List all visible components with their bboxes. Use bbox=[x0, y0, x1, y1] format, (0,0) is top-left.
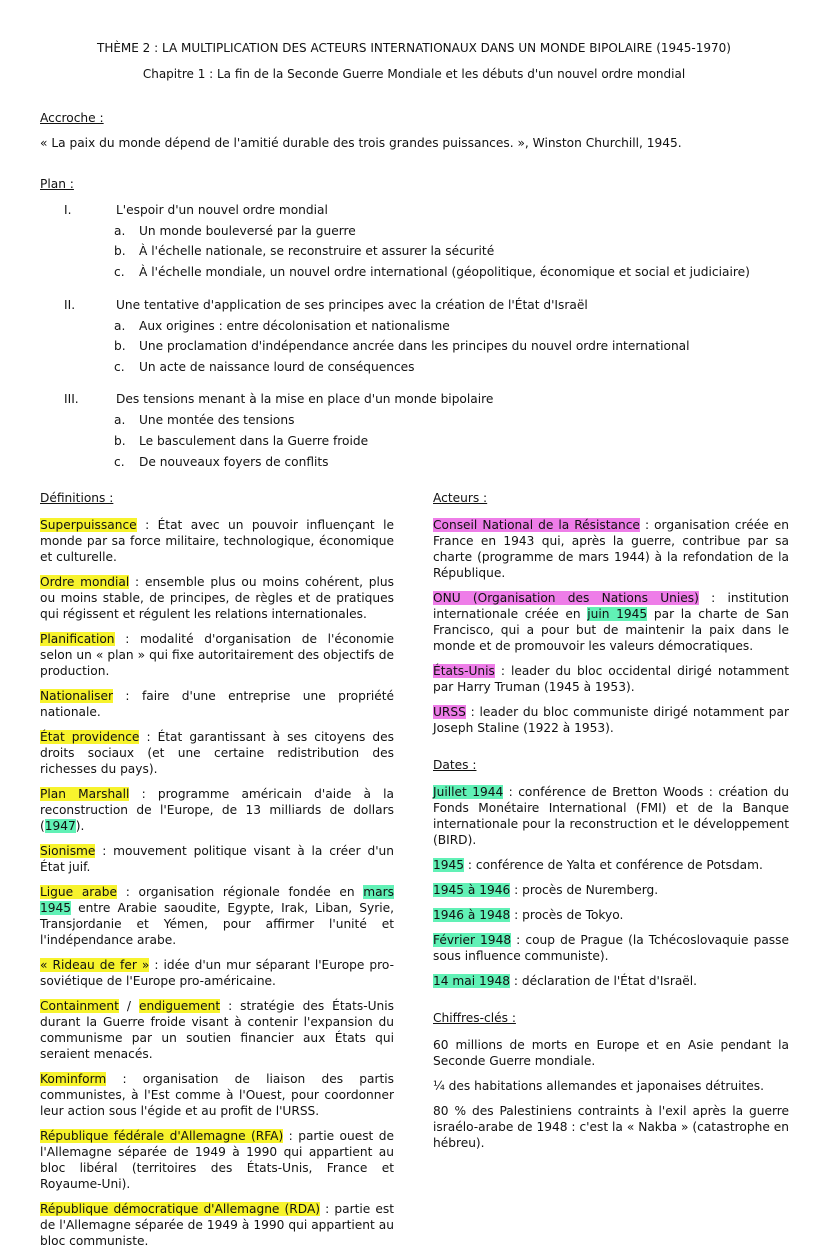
chiffre-entry: ¼ des habitations allemandes et japonaises détruites. bbox=[433, 1079, 765, 1093]
plan-part-title: Une tentative d'application de ses principes avec la création de l'État d'Israël bbox=[116, 298, 588, 312]
definition-term: République démocratique d'Allemagne (RDA) bbox=[40, 1202, 321, 1216]
definitions-heading: Définitions : bbox=[40, 491, 114, 505]
definition-entry bbox=[40, 786, 394, 834]
date-text: : coup de Prague (la Tchécoslovaquie passe sous influence communiste). bbox=[433, 933, 789, 963]
definition-entry bbox=[40, 1071, 394, 1119]
definition-text: : stratégie des États-Unis durant la Guerre froide visant à contenir l'expansion du communisme par un soutien financier aux États qui seraient menacés. bbox=[40, 999, 395, 1061]
date-label: 1945 bbox=[433, 858, 465, 872]
plan-sub-item: De nouveaux foyers de conflits bbox=[139, 455, 329, 469]
accroche-heading: Accroche : bbox=[40, 111, 104, 125]
accroche-quote: « La paix du monde dépend de l'amitié durable des trois grandes puissances. », Winston Churchill, 1945. bbox=[40, 136, 682, 150]
definition-text: : idée d'un mur séparant l'Europe pro-soviétique de l'Europe pro-américaine. bbox=[40, 958, 394, 988]
acteur-term: ONU (Organisation des Nations Unies) bbox=[433, 591, 699, 605]
date-entry bbox=[433, 973, 789, 989]
acteurs-heading: Acteurs : bbox=[433, 491, 488, 505]
plan-sub-letter: a. bbox=[114, 319, 126, 333]
chiffre-entry: 60 millions de morts en Europe et en Asie pendant la Seconde Guerre mondiale. bbox=[433, 1038, 789, 1068]
right-column bbox=[433, 490, 789, 1160]
acteur-text: par la charte de San Francisco, qui a pour but de maintenir la paix dans le monde et de promouvoir les valeurs démocratiques. bbox=[433, 607, 789, 653]
definition-text: : partie ouest de l'Allemagne séparée de 1949 à 1990 qui appartient au bloc libéral (territoires des États-Unis, France et Royaume-Uni). bbox=[40, 1129, 394, 1191]
definition-separator: / bbox=[118, 999, 139, 1013]
acteur-entry bbox=[433, 517, 789, 581]
acteur-term: Conseil National de la Résistance bbox=[433, 518, 640, 532]
definition-text: : mouvement politique visant à la créer d'un État juif. bbox=[40, 844, 394, 874]
definitions-column bbox=[40, 490, 394, 1258]
definition-term: Nationaliser bbox=[40, 689, 114, 703]
definition-date: 1947 bbox=[44, 819, 76, 833]
plan-sub-letter: c. bbox=[114, 455, 125, 469]
chiffres-heading: Chiffres-clés : bbox=[433, 1011, 516, 1025]
definition-entry bbox=[40, 688, 394, 720]
date-label: 1945 à 1946 bbox=[433, 883, 511, 897]
acteur-text: : institution internationale créée en bbox=[433, 591, 790, 621]
definition-entry bbox=[40, 884, 394, 948]
date-entry bbox=[433, 907, 789, 923]
definition-term: Sionisme bbox=[40, 844, 96, 858]
acteur-date: juin 1945 bbox=[587, 607, 648, 621]
date-entry bbox=[433, 932, 789, 964]
definition-text: : faire d'une entreprise une propriété nationale. bbox=[40, 689, 394, 719]
definition-text: : État garantissant à ses citoyens des droits sociaux (et une certaine redistribution des richesses du pays). bbox=[40, 730, 394, 776]
plan-sub-item: Une proclamation d'indépendance ancrée dans les principes du nouvel ordre international bbox=[139, 339, 690, 353]
definition-term: Ordre mondial bbox=[40, 575, 130, 589]
definition-entry bbox=[40, 1128, 394, 1192]
definition-text: : organisation régionale fondée en bbox=[117, 885, 364, 899]
acteur-term: États-Unis bbox=[433, 664, 495, 678]
dates-heading: Dates : bbox=[433, 758, 477, 772]
date-entry bbox=[433, 857, 789, 873]
definition-term: République fédérale d'Allemagne (RFA) bbox=[40, 1129, 284, 1143]
definition-entry bbox=[40, 1201, 394, 1249]
definition-entry bbox=[40, 843, 394, 875]
definition-term: endiguement bbox=[138, 999, 221, 1013]
definition-term: « Rideau de fer » bbox=[40, 958, 150, 972]
chapter-title: Chapitre 1 : La fin de la Seconde Guerre Mondiale et les débuts d'un nouvel ordre mondial bbox=[142, 67, 686, 81]
definition-term: Superpuissance bbox=[40, 518, 137, 532]
plan-sub-letter: b. bbox=[114, 244, 126, 258]
definition-text: : État avec un pouvoir influençant le monde par sa force militaire, technologique, économique et culturelle. bbox=[40, 518, 394, 564]
definition-term: Planification bbox=[40, 632, 115, 646]
date-entry bbox=[433, 784, 789, 848]
definition-entry bbox=[40, 729, 394, 777]
definition-text: entre Arabie saoudite, Egypte, Irak, Liban, Syrie, Transjordanie et Yémen, pour affirmer l'unité et l'indépendance arabe. bbox=[40, 901, 394, 947]
date-label: 14 mai 1948 bbox=[433, 974, 510, 988]
plan-sub-item: Un monde bouleversé par la guerre bbox=[139, 224, 356, 238]
date-text: : procès de Tokyo. bbox=[510, 908, 624, 922]
date-label: Juillet 1944 bbox=[433, 785, 504, 799]
acteur-text: : leader du bloc communiste dirigé notamment par Joseph Staline (1922 à 1953). bbox=[433, 705, 789, 735]
definition-date: mars 1945 bbox=[40, 885, 394, 915]
acteur-text: : leader du bloc occidental dirigé notamment par Harry Truman (1945 à 1953). bbox=[433, 664, 789, 694]
definition-text: ). bbox=[75, 819, 85, 833]
plan-numeral: I. bbox=[64, 203, 72, 217]
plan-part-title: L'espoir d'un nouvel ordre mondial bbox=[116, 203, 328, 217]
definition-entry bbox=[40, 998, 394, 1062]
plan-sub-letter: a. bbox=[114, 413, 126, 427]
acteur-entry bbox=[433, 590, 789, 654]
plan-sub-item: Un acte de naissance lourd de conséquences bbox=[139, 360, 415, 374]
acteur-text: : organisation créée en France en 1943 qui, après la guerre, contribue par sa charte (programme de mars 1944) à la refondation de la République. bbox=[433, 518, 790, 580]
definition-term: État providence bbox=[40, 730, 140, 744]
plan-sub-letter: c. bbox=[114, 360, 125, 374]
plan-numeral: II. bbox=[64, 298, 76, 312]
acteur-entry bbox=[433, 663, 789, 695]
plan-sub-letter: a. bbox=[114, 224, 126, 238]
acteur-term: URSS bbox=[433, 705, 466, 719]
plan-sub-item: Une montée des tensions bbox=[139, 413, 295, 427]
date-text: : procès de Nuremberg. bbox=[510, 883, 659, 897]
plan-sub-item: Aux origines : entre décolonisation et nationalisme bbox=[139, 319, 450, 333]
date-entry bbox=[433, 882, 789, 898]
definition-term: Plan Marshall bbox=[40, 787, 130, 801]
plan-sub-letter: b. bbox=[114, 434, 126, 448]
plan-sub-item: À l'échelle mondiale, un nouvel ordre international (géopolitique, économique et social et judiciaire) bbox=[139, 265, 750, 279]
definition-entry bbox=[40, 517, 394, 565]
plan-numeral: III. bbox=[64, 392, 79, 406]
definition-term: Ligue arabe bbox=[40, 885, 118, 899]
definition-text: : ensemble plus ou moins cohérent, plus ou moins stable, de principes, de règles et de pratiques qui régissent et régulent les relations internationales. bbox=[40, 575, 394, 621]
plan-sub-item: Le basculement dans la Guerre froide bbox=[139, 434, 369, 448]
chiffre-entry: 80 % des Palestiniens contraints à l'exil après la guerre israélo-arabe de 1948 : c'est la « Nakba » (catastrophe en hébreu). bbox=[433, 1104, 789, 1150]
definition-entry bbox=[40, 631, 394, 679]
plan-sub-letter: b. bbox=[114, 339, 126, 353]
plan-sub-letter: c. bbox=[114, 265, 125, 279]
acteur-entry bbox=[433, 704, 789, 736]
definition-entry bbox=[40, 957, 394, 989]
plan-heading: Plan : bbox=[40, 177, 74, 191]
definition-term: Kominform bbox=[40, 1072, 107, 1086]
date-text: : déclaration de l'État d'Israël. bbox=[510, 974, 698, 988]
theme-title: THÈME 2 : LA MULTIPLICATION DES ACTEURS INTERNATIONAUX DANS UN MONDE BIPOLAIRE (1945-1970) bbox=[97, 41, 731, 55]
plan-part-title: Des tensions menant à la mise en place d'un monde bipolaire bbox=[116, 392, 494, 406]
date-text: : conférence de Yalta et conférence de Potsdam. bbox=[464, 858, 763, 872]
date-label: Février 1948 bbox=[433, 933, 512, 947]
definition-text: : partie est de l'Allemagne séparée de 1949 à 1990 qui appartient au bloc communiste. bbox=[40, 1202, 394, 1248]
definition-text: : organisation de liaison des partis communistes, à l'Est comme à l'Ouest, pour coordonner leur action sous l'égide et au profit de l'URSS. bbox=[40, 1072, 394, 1118]
definition-entry bbox=[40, 574, 394, 622]
definition-term: Containment bbox=[40, 999, 119, 1013]
date-text: : conférence de Bretton Woods : création du Fonds Monétaire International (FMI) et de la Banque internationale pour la reconstruction et le développement (BIRD). bbox=[433, 785, 789, 847]
definition-text: : programme américain d'aide à la reconstruction de l'Europe, de 13 milliards de dollars ( bbox=[40, 787, 394, 833]
plan-sub-item: À l'échelle nationale, se reconstruire et assurer la sécurité bbox=[139, 244, 495, 258]
definition-text: : modalité d'organisation de l'économie selon un « plan » qui fixe autoritairement des objectifs de production. bbox=[40, 632, 394, 678]
date-label: 1946 à 1948 bbox=[433, 908, 511, 922]
